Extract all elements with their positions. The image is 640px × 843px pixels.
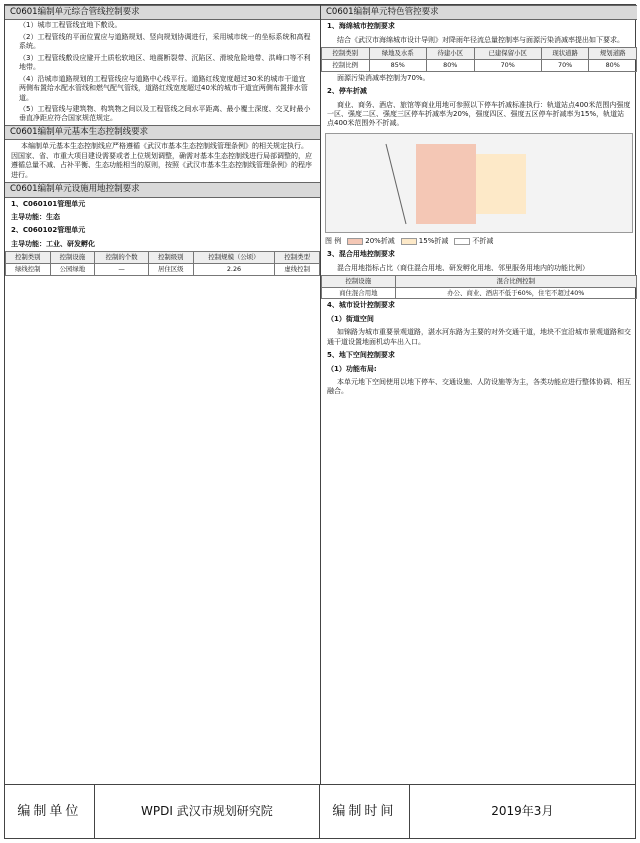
list-item: （2）工程管线的平面位置应与道路规划、竖向规划协调进行，采用城市统一的坐标系统和高程系统。 [19, 32, 311, 51]
function-layout-title: （1）功能布局: [327, 364, 377, 373]
table-cell: 控制比例 [322, 59, 370, 71]
header-cell: 绿地及水系 [369, 48, 426, 60]
planning-sheet [4, 4, 636, 839]
unit2-function: 主导功能：工业、研发孵化 [11, 239, 95, 248]
table-cell: — [95, 263, 149, 275]
feature-section-title: C0601编制单元特色管控要求 [321, 5, 637, 20]
mixed-title: 3、混合用地控制要求 [327, 250, 395, 259]
header-cell: 控制类别 [6, 252, 51, 264]
unit-value: WPDI 武汉市规划研究院 [95, 785, 320, 838]
facility-table [5, 251, 320, 275]
header-cell: 规划道路 [589, 48, 637, 60]
eco-section-title: C0601编制单元基本生态控制线要求 [5, 125, 320, 140]
legend-swatch [401, 238, 417, 245]
legend-label: 15%折减 [418, 236, 449, 245]
sponge-paragraph: 结合《武汉市海绵城市设计导则》对降雨年径流总量控制率与面源污染消减率提出如下要求。 [337, 35, 624, 44]
pipeline-section-title: C0601编制单元综合管线控制要求 [5, 5, 320, 20]
table-cell: 居住区级 [149, 263, 194, 275]
left-column [5, 5, 321, 784]
table-header-row [322, 276, 637, 288]
table-header-row [322, 48, 637, 60]
legend-title: 图 例 [325, 236, 342, 245]
parking-map-graphic [326, 134, 626, 233]
legend-swatch [454, 238, 470, 245]
header-cell: 待建小区 [426, 48, 474, 60]
street-space-paragraph: 如锦路为城市重要景观道路，湛水河东路为主要的对外交通干道，地块不宜沿城市景观道路和交通干道设置地面机动车出入口。 [327, 328, 631, 346]
underground-title: 5、地下空间控制要求 [327, 351, 395, 360]
table-row [322, 59, 637, 71]
table-cell: 公园绿地 [50, 263, 95, 275]
footer [5, 784, 635, 838]
table-cell: 绿线控制 [6, 263, 51, 275]
header-cell: 控制规模（公顷） [193, 252, 275, 264]
map-legend [321, 235, 637, 248]
header-cell: 已建保留小区 [474, 48, 541, 60]
table-cell: 商住混合用地 [322, 287, 396, 299]
header-cell: 混合比例控制 [395, 276, 636, 288]
table-cell: 70% [474, 59, 541, 71]
facility-section-title: C0601编制单元设施用地控制要求 [5, 182, 320, 197]
list-item: （3）工程管线敷设应避开土质松软地区、地震断裂带、沉陷区、滑坡危险地带、洪峰口等不利地带。 [19, 53, 311, 72]
road-line [386, 144, 406, 224]
legend-item [401, 237, 449, 246]
list-item: （5）工程管线与建筑物、构筑物之间以及工程管线之间水平距离、最小覆土深度、交叉时最小垂直净距应符合国家规范规定。 [19, 104, 311, 123]
pipeline-item-list [5, 20, 320, 124]
legend-label: 20%折减 [365, 236, 395, 245]
legend-label: 不折减 [472, 236, 494, 245]
header-cell: 控制的个数 [95, 252, 149, 264]
legend-item [347, 237, 395, 246]
header-cell: 控制设施 [322, 276, 396, 288]
time-value: 2019年3月 [491, 804, 554, 819]
table-row [6, 263, 320, 275]
runoff-rate-table [321, 47, 637, 71]
right-column [321, 5, 637, 784]
sponge-title: 1、海绵城市控制要求 [327, 22, 395, 31]
table-cell: 办公、商业、酒店不低于60%，住宅不超过40% [395, 287, 636, 299]
eco-paragraph: 本编制单元基本生态控制线应严格遵循《武汉市基本生态控制线管理条例》的相关规定执行。因国家、省、市重大项目建设需要或者上位规划调整，确需对基本生态控制线进行局部调整的，应遵循总量不减、占补平衡、生态功能相当的原则，按照《武汉市基本生态控制线管理条例》的程序进行。 [11, 142, 312, 179]
unit1-function: 主导功能：生态 [11, 212, 60, 221]
header-cell: 控制类型 [275, 252, 320, 264]
function-layout-paragraph: 本单元地下空间使用以地下停车、交通设施、人防设施等为主，各类功能应进行整体协调、相互融合。 [327, 378, 631, 396]
time-label: 编制时间 [320, 785, 410, 838]
parking-title: 2、停车折减 [327, 87, 367, 96]
mixed-paragraph: 混合用地指标占比（商住混合用地、研发孵化用地、邻里服务用地内的功能比例） [337, 263, 589, 272]
list-item: （4）沿城市道路规划的工程管线应与道路中心线平行。道路红线宽度超过30米的城市干道宜两侧布置给水配水管线和燃气配气管线，道路红线宽度超过40米的城市干道宜两侧布置排水管道。 [19, 74, 308, 102]
header-cell: 控制类别 [322, 48, 370, 60]
table-cell: 虚线控制 [275, 263, 320, 275]
table-cell: 80% [589, 59, 637, 71]
table-cell: 85% [369, 59, 426, 71]
zone-20 [416, 144, 476, 224]
table-cell: 2.26 [193, 263, 275, 275]
table-row [322, 287, 637, 299]
mixed-ratio-table [321, 275, 637, 299]
header-cell: 现状道路 [541, 48, 589, 60]
parking-map [325, 133, 633, 233]
urban-design-title: 4、城市设计控制要求 [327, 301, 395, 310]
unit2-title: 2、C060102管理单元 [11, 226, 86, 235]
table-header-row [6, 252, 320, 264]
list-item: （1）城市工程管线宜地下敷设。 [19, 21, 122, 30]
unit1-title: 1、C060101管理单元 [11, 199, 86, 208]
header-cell: 控制设施 [50, 252, 95, 264]
pollution-note: 面源污染消减率控制为70%。 [337, 73, 430, 82]
legend-item [454, 237, 493, 246]
parking-paragraph: 商业、商务、酒店、旅馆等商业用地可参照以下停车折减标准执行：轨道站点400米范围内强度一区、强度二区、强度三区停车折减率为20%，强度四区、强度五区停车折减率为15%，轨道站点400米范围外不折减。 [327, 100, 631, 128]
legend-swatch [347, 238, 363, 245]
zone-15 [476, 154, 526, 214]
table-cell: 70% [541, 59, 589, 71]
header-cell: 控制级别 [149, 252, 194, 264]
unit-label: 编制单位 [5, 785, 95, 838]
street-space-title: （1）街道空间 [327, 314, 374, 323]
table-cell: 80% [426, 59, 474, 71]
